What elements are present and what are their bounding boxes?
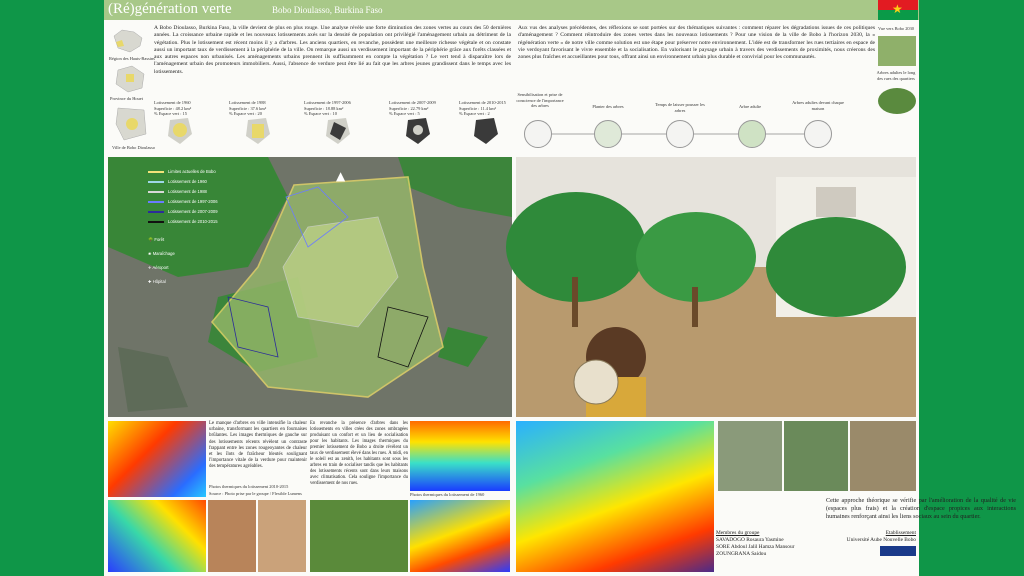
- region-map: [112, 64, 150, 94]
- lotissement-3-stats: Lotissement de 1997-2006 Superficie : 18.88 km² % Espace vert : 10: [304, 100, 351, 117]
- side-label-bottom: Arbres adultes le long des rues des quartiers: [876, 70, 916, 81]
- source-caption: Source : Photo prise par le groupe / Flexible Lumens: [209, 491, 302, 496]
- lotissement-4-map: [404, 116, 432, 150]
- step-1-label: Sensibilisation et prise de conscience de l'importance des arbres: [516, 92, 564, 109]
- lotissement-5-map: [472, 116, 500, 150]
- process-diagram: [514, 92, 874, 154]
- step-3-label: Temps de laisser pousser les arbres: [655, 102, 705, 113]
- legend-label: Lotissement de 2007-2009: [168, 209, 218, 214]
- step-4-label: Arbre adulte: [738, 104, 762, 109]
- lotissement-2-map: [244, 116, 272, 150]
- burkina-faso-flag: [878, 0, 918, 20]
- house-tree-icon: [804, 120, 832, 148]
- members-block: [716, 530, 826, 558]
- map-legend: [148, 169, 248, 239]
- intro-text-2: Aux vus des analyses précédentes, des réflexions se sont portées sur des thématiques suivantes : comment réparer les dégradations issues de ces politiques d'aménagement ? Comment réintroduire des zones vertes dans les nouveaux lotissements ? Pour une vision de la ville de Bobo à l'horizon 2030, la « régénération verte » de notre ville comme solution est une étape pour préserver notre environnement. L'idée est de transformer les rues tertiaires en espace de vie verdoyant favorisant le vivre ensemble et la socialisation. En valorisant le paysage urbain à travers des verdissements de proximités, nous créerons des zones plus fraîches et accueillantes pour tous, offrant ainsi un environnement urbain plus durable et convivial pour les communautés.: [518, 25, 875, 61]
- country-map: [110, 26, 146, 54]
- step-2-label: Planter des arbres: [592, 104, 624, 109]
- green-map: [108, 157, 512, 417]
- planting-icon: [594, 120, 622, 148]
- bobo-2030-thumbnail: [878, 36, 916, 66]
- school-block: [836, 530, 916, 559]
- tree-street-thumbnail: [878, 88, 916, 114]
- street-render-photo: [516, 157, 916, 417]
- legend-label: Lotissement de 1960: [168, 179, 207, 184]
- page-title: (Ré)génération verte: [108, 1, 232, 17]
- lotissement-2-stats: Lotissement de 1988 Superficie : 37.6 km² % Espace vert : 20: [229, 100, 267, 117]
- hospital-icon: ✚: [148, 279, 152, 284]
- school-name: Université Aube Nouvelle Bobo: [846, 537, 916, 543]
- head-tree-icon: [524, 120, 552, 148]
- lotissement-row: [104, 98, 514, 153]
- members-heading: Membres du groupe: [716, 530, 760, 536]
- garden-icon: ❀: [148, 251, 152, 256]
- member-name: SORE Abdoul Jalil Hamza Mansour: [716, 544, 795, 550]
- school-heading: Etablissement: [885, 530, 916, 536]
- legend-label: Lotissement de 1988: [168, 189, 207, 194]
- thermal-text-1: Le manque d'arbres en ville intensifie la chaleur urbaine, transformant les quartiers en fournaises brûlantes. Les images thermiques de gauche sur des lotissements récents révèlent un contraste frappant entre les zones rougeoyantes de chaleur et les îlots de fraîcheur bleutés soulignant l'importance vitale de la verdure pour maintenir des températures agréables.: [209, 421, 307, 470]
- step-5-label: Arbres adultes devant chaque maison: [792, 100, 844, 111]
- forest-icon: 🌳: [148, 237, 154, 242]
- thermal-render-photo: [516, 421, 714, 572]
- page-subtitle: Bobo Dioulasso, Burkina Faso: [272, 5, 383, 15]
- member-name: SAVADOGO Rosaura Yasmine: [716, 537, 784, 543]
- thermal-photo-4: [410, 500, 510, 572]
- school-logo-icon: [880, 546, 916, 556]
- approach-text: Cette approche théorique se vérifie par l'amélioration de la qualité de vie (espaces plus frais) et la création d'espace propices aux interactions humaines renforçant ainsi les liens sociaux au sein du quartier.: [826, 497, 1016, 520]
- street-view-photo: [850, 421, 916, 491]
- intro-text: A Bobo Dioulasso, Burkina Faso, la ville devient de plus en plus rouge. Une analyse révèle une forte diminution des zones vertes au cours des 50 dernières années. La croissance urbaine rapide et les nouveaux lotissements axés sur la densité de population ont privilégié l'aménagement urbain au détriment de la végétation. Plus le lotissement est récent moins il y a d'arbres. Les anciens quartiers, en revanche, possèdent une meilleure richesse végétale et on constate aussi un important taux de verdissement à la périphérie de la ville. On remarque aussi un verdissement important de la périphérie grâce aux forêts classées et aux autres espaces non urbanisés. Les aménagements urbains prennent ils suffisamment en compte la végétation ? Le vert tend à disparaître lors de l'aménagement urbain des promoteurs immobiliers. Aussi, l'absence de verdure peut être lié au fait que les arbres jeunes grandissent dans le temps avec les lotissements.: [154, 25, 511, 75]
- legend-label: Lotissement de 1997-2006: [168, 199, 218, 204]
- north-arrow-icon: ▲: [336, 169, 346, 183]
- lotissement-1-stats: Lotissement de 1960 Superficie : 48.2 km² % Espace vert : 15: [154, 100, 192, 117]
- lotissement-3-map: [324, 116, 352, 150]
- lotissement-1-map: [166, 116, 194, 150]
- header-bar: [104, 0, 919, 20]
- street-photo-2: [258, 500, 306, 572]
- lotissement-4-stats: Lotissement de 2007-2009 Superficie : 22.79 km² % Espace vert : 5: [389, 100, 436, 117]
- street-photo-3: [310, 500, 408, 572]
- map-icon-legend: 🌳 Forêt ❀ Maraîchage ✈ Aéroport ✚ Hôpital: [148, 237, 175, 284]
- street-photo-1: [208, 500, 256, 572]
- thermal-text-2: En revanche la présence d'arbres dans les lotissements en villes crées des zones ombragées produisant un confort et un lieu de socialisation pour les habitants. Les images thermiques du premier lotissement de Bobo a droite révèlent un taux de verdissement élevé dans les rues. A midi, en le soleil est au zenith, les habitants sont sous les arbres en train de socialiser tandis que les habitants des lotissements récents sont dans leurs maisons avec climatisation. Cela souligne l'importance du verdissement de nos rues.: [310, 421, 408, 486]
- map-caption-c: Ville de Bobo Dioulasso: [112, 145, 156, 150]
- thermal-caption-2: Photos thermiques du lotissement de 1960: [410, 492, 485, 497]
- street-after-photo: [784, 421, 848, 491]
- thermal-photo-3: [410, 421, 510, 491]
- map-caption-a: Région des Hauts-Bassins: [109, 56, 155, 61]
- legend-label: Limites actuelles de Bobo: [168, 169, 216, 174]
- side-label-top: Vue vers Bobo 2030: [878, 26, 914, 31]
- lotissement-5-stats: Lotissement de 2010-2015 Superficie : 11.4 km² % Espace vert : 2: [459, 100, 506, 117]
- member-name: ZOUNGRANA Saidou: [716, 551, 767, 557]
- thermal-photo-2: [108, 500, 206, 572]
- airport-icon: ✈: [148, 265, 152, 270]
- thermal-photo-1: [108, 421, 206, 497]
- thermal-caption-1: Photos thermiques du lotissement 2010-2015: [209, 484, 289, 489]
- legend-label: Lotissement de 2010-2015: [168, 219, 218, 224]
- poster: [104, 0, 1016, 576]
- sapling-icon: [666, 120, 694, 148]
- adult-tree-icon: [738, 120, 766, 148]
- star-icon: ★: [892, 2, 903, 16]
- map-caption-b: Province du Houet: [110, 96, 143, 101]
- street-before-photo: [718, 421, 782, 491]
